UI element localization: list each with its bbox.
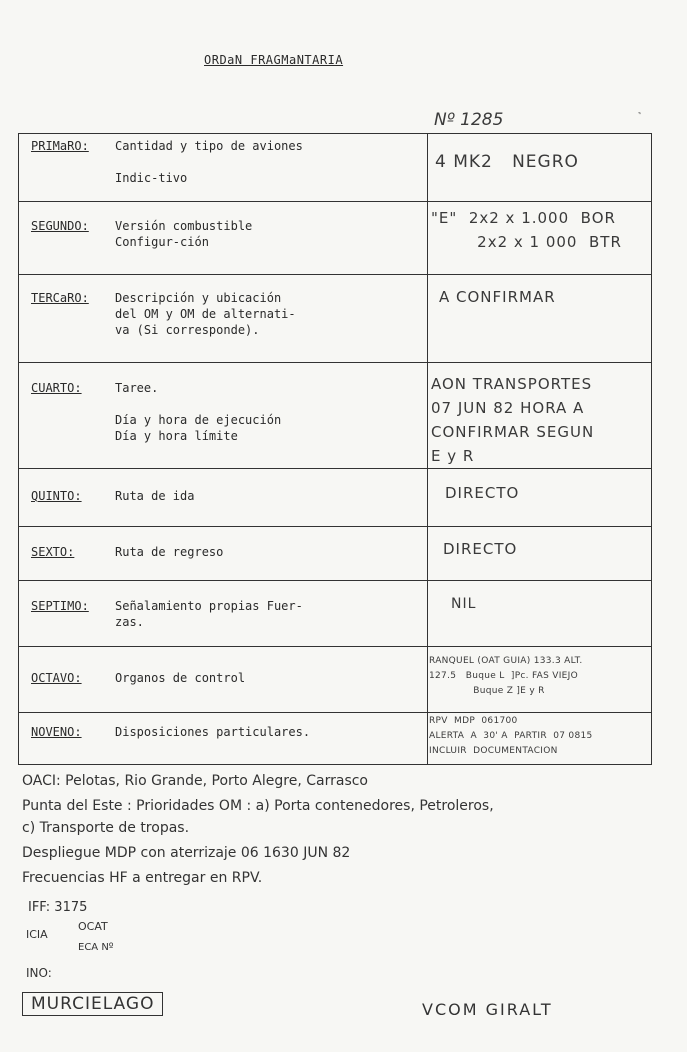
order-number-text: Nº 1285 bbox=[434, 110, 504, 130]
section-key-octavo: OCTAVO: bbox=[31, 671, 82, 685]
order-form-table bbox=[18, 133, 652, 765]
row-divider bbox=[19, 362, 651, 363]
order-number bbox=[428, 110, 650, 134]
section-text-quinto: Ruta de ida bbox=[115, 489, 195, 503]
section-text-cuarto: Taree. Día y hora de ejecución Día y hora límite bbox=[115, 381, 282, 443]
note-eca: ECA Nº bbox=[78, 942, 114, 953]
section-key-primero: PRIMaRO: bbox=[31, 139, 89, 153]
row-divider bbox=[19, 526, 651, 527]
row-divider bbox=[19, 712, 651, 713]
answer-primero: 4 MK2 NEGRO bbox=[435, 152, 579, 172]
row-divider bbox=[19, 468, 651, 469]
row-divider bbox=[19, 580, 651, 581]
answer-noveno: RPV MDP 061700 ALERTA A 30' A PARTIR 07 0815 INCLUIR DOCUMENTACION bbox=[429, 716, 593, 756]
column-divider bbox=[427, 134, 428, 764]
answer-tercero: A CONFIRMAR bbox=[439, 288, 556, 306]
answer-segundo: "E" 2x2 x 1.000 BOR 2x2 x 1 000 BTR bbox=[431, 209, 622, 251]
row-divider bbox=[19, 646, 651, 647]
answer-octavo: RANQUEL (OAT GUIA) 133.3 ALT. 127.5 Buque L ]Pc. FAS VIEJO Buque Z ]E y R bbox=[429, 656, 583, 696]
note-ino: INO: bbox=[26, 966, 52, 980]
note-icia: ICIA bbox=[26, 928, 48, 941]
row-divider bbox=[19, 201, 651, 202]
note-oaci: OACI: Pelotas, Rio Grande, Porto Alegre, Carrasco bbox=[22, 773, 368, 789]
section-key-septimo: SEPTIMO: bbox=[31, 599, 89, 613]
note-transporte: c) Transporte de tropas. bbox=[22, 820, 190, 836]
section-text-tercero: Descripción y ubicación del OM y OM de alternati- va (Si corresponde). bbox=[115, 291, 296, 337]
document-title: ORDaN FRAGMaNTARIA bbox=[204, 53, 344, 67]
note-iff: IFF: 3175 bbox=[28, 900, 88, 915]
section-key-quinto: QUINTO: bbox=[31, 489, 82, 503]
row-divider bbox=[19, 274, 651, 275]
section-text-primero: Cantidad y tipo de aviones Indic-tivo bbox=[115, 139, 303, 185]
section-text-noveno: Disposiciones particulares. bbox=[115, 725, 311, 739]
section-key-cuarto: CUARTO: bbox=[31, 381, 82, 395]
signature: VCOM GIRALT bbox=[422, 1000, 553, 1019]
note-ocat: OCAT bbox=[78, 920, 108, 933]
section-key-segundo: SEGUNDO: bbox=[31, 219, 89, 233]
section-text-sexto: Ruta de regreso bbox=[115, 545, 224, 559]
note-despliegue: Despliegue MDP con aterrizaje 06 1630 JUN 82 bbox=[22, 845, 351, 861]
answer-cuarto: AON TRANSPORTES 07 JUN 82 HORA A CONFIRMAR SEGUN E y R bbox=[431, 375, 595, 465]
note-frecuencias: Frecuencias HF a entregar en RPV. bbox=[22, 870, 263, 886]
section-key-tercero: TERCaRO: bbox=[31, 291, 89, 305]
codename-box: MURCIELAGO bbox=[22, 992, 163, 1016]
section-text-segundo: Versión combustible Configur-ción bbox=[115, 219, 253, 249]
section-key-sexto: SEXTO: bbox=[31, 545, 75, 559]
section-text-septimo: Señalamiento propias Fuer- zas. bbox=[115, 599, 303, 629]
section-key-noveno: NOVENO: bbox=[31, 725, 82, 739]
section-text-octavo: Organos de control bbox=[115, 671, 246, 685]
answer-septimo: NIL bbox=[451, 596, 477, 612]
order-number-tick: ˺ bbox=[636, 112, 640, 123]
answer-quinto: DIRECTO bbox=[445, 484, 520, 502]
answer-sexto: DIRECTO bbox=[443, 540, 518, 558]
note-punta-del-este: Punta del Este : Prioridades OM : a) Porta contenedores, Petroleros, bbox=[22, 798, 494, 814]
